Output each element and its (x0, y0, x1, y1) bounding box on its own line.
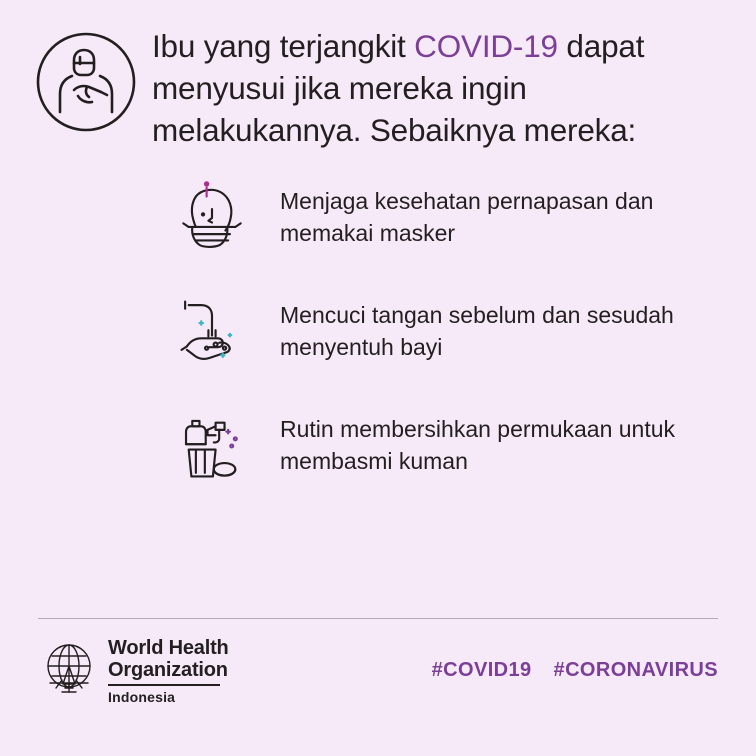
advice-list (0, 170, 756, 494)
who-wordmark (108, 636, 229, 705)
header (0, 0, 756, 152)
headline-text-part2: dapat menyusui jika mereka ingin melakukannya. Sebaiknya mereka: (152, 28, 645, 148)
headline-highlight: COVID-19 (414, 28, 558, 64)
who-underline (108, 684, 220, 686)
page-title (152, 26, 712, 152)
divider (38, 618, 718, 619)
who-title-line1: World Health (108, 637, 229, 659)
handwashing-icon (164, 284, 260, 380)
mother-breastfeeding-icon (34, 30, 138, 134)
cleaning-supplies-icon (164, 398, 260, 494)
hashtag-coronavirus[interactable]: #CORONAVIRUS (553, 659, 718, 682)
footer (38, 636, 718, 705)
list-item-label: Mencuci tangan sebelum dan sesudah menyentuh bayi (280, 301, 674, 360)
who-title-line2: Organization (108, 658, 228, 681)
list-item (34, 398, 722, 494)
list-item (34, 284, 722, 380)
headline-text-part1: Ibu yang terjangkit (152, 28, 415, 64)
list-item-label: Rutin membersihkan permukaan untuk membasmi kuman (280, 415, 676, 474)
list-item-label: Menjaga kesehatan pernapasan dan memakai masker (280, 187, 654, 246)
who-country: Indonesia (108, 689, 176, 706)
who-logo (38, 636, 229, 705)
face-mask-respiratory-icon (164, 170, 260, 266)
who-emblem-icon (38, 636, 100, 698)
hashtags (432, 659, 718, 682)
list-item (34, 170, 722, 266)
hashtag-covid19[interactable]: #COVID19 (431, 659, 532, 682)
